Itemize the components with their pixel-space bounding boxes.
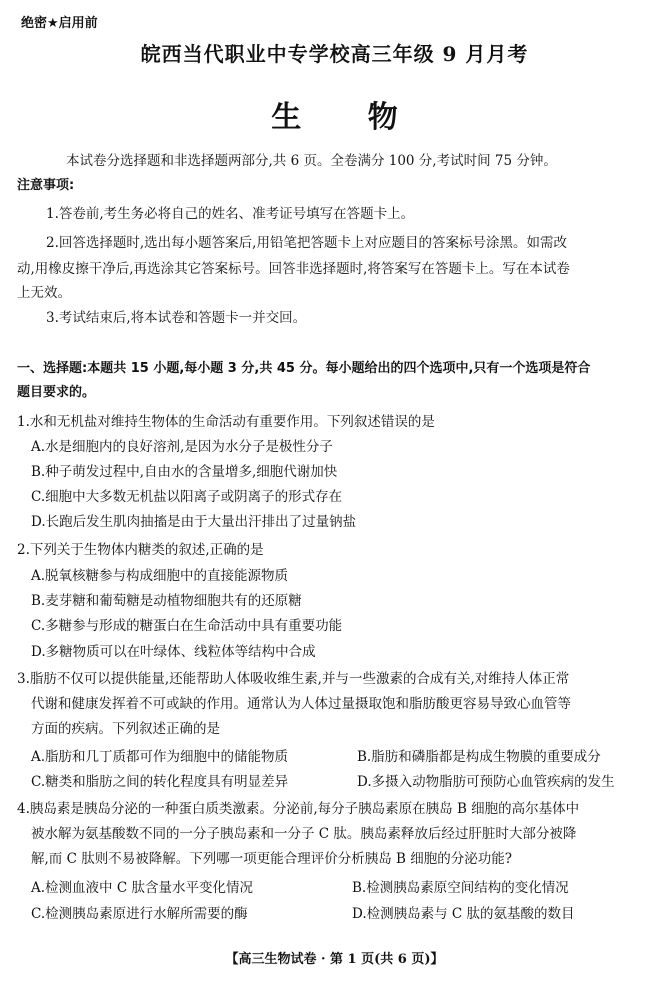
notice-item: 动,用橡皮擦干净后,再选涂其它答案标号。回答非选择题时,将答案写在答题卡上。写在本试卷 xyxy=(17,261,570,277)
question-option: A.脂肪和几丁质都可作为细胞中的储能物质 xyxy=(31,749,289,765)
question-option: A.水是细胞内的良好溶剂,是因为水分子是极性分子 xyxy=(31,439,333,455)
question-option: A.检测血液中 C 肽含量水平变化情况 xyxy=(31,880,253,896)
question-option: B.脂肪和磷脂都是构成生物膜的重要成分 xyxy=(357,749,601,765)
intro-text: 本试卷分选择题和非选择题两部分,共 6 页。全卷满分 100 分,考试时间 75 分钟。 xyxy=(66,153,557,169)
question-option: D.多糖物质可以在叶绿体、线粒体等结构中合成 xyxy=(31,644,316,660)
notice-heading: 注意事项: xyxy=(17,178,75,193)
page-footer: 【高三生物试卷 · 第 1 页(共 6 页)】 xyxy=(225,952,444,967)
notice-item: 3.考试结束后,将本试卷和答题卡一并交回。 xyxy=(46,310,307,326)
notice-item: 2.回答选择题时,选出每小题答案后,用铅笔把答题卡上对应题目的答案标号涂黑。如需改 xyxy=(46,235,567,251)
question-option: D.检测胰岛素与 C 肽的氨基酸的数目 xyxy=(352,906,575,922)
exam-title: 皖西当代职业中专学校高三年级 9 月月考 xyxy=(140,42,529,66)
question-stem-cont: 代谢和健康发挥着不可或缺的作用。通常认为人体过量摄取饱和脂肪酸更容易导致心血管等 xyxy=(31,696,571,712)
notice-item: 1.答卷前,考生务必将自己的姓名、准考证号填写在答题卡上。 xyxy=(46,206,415,222)
section-heading-cont: 题目要求的。 xyxy=(17,385,96,400)
question-stem-cont: 解,而 C 肽则不易被降解。下列哪一项更能合理评价分析胰岛 B 细胞的分泌功能? xyxy=(31,851,512,867)
question-option: C.检测胰岛素原进行水解所需要的酶 xyxy=(31,906,248,922)
question-stem-cont: 被水解为氨基酸数不同的一分子胰岛素和一分子 C 肽。胰岛素释放后经过肝脏时大部分被降 xyxy=(31,826,577,842)
question-stem: 1.水和无机盐对维持生物体的生命活动有重要作用。下列叙述错误的是 xyxy=(17,414,435,430)
question-stem: 4.胰岛素是胰岛分泌的一种蛋白质类激素。分泌前,每分子胰岛素原在胰岛 B 细胞的高尔基体中 xyxy=(17,801,580,817)
question-option: C.糖类和脂肪之间的转化程度具有明显差异 xyxy=(31,774,289,790)
question-stem: 3.脂肪不仅可以提供能量,还能帮助人体吸收维生素,并与一些激素的合成有关,对维持人体正常 xyxy=(17,671,570,687)
question-option: C.细胞中大多数无机盐以阳离子或阴离子的形式存在 xyxy=(31,489,343,505)
subject-title: 生 物 xyxy=(271,100,426,135)
question-option: A.脱氧核糖参与构成细胞中的直接能源物质 xyxy=(31,568,289,584)
top-secret-tag: 绝密★启用前 xyxy=(21,16,98,31)
question-stem-cont: 方面的疾病。下列叙述正确的是 xyxy=(31,721,220,737)
question-option: B.麦芽糖和葡萄糖是动植物细胞共有的还原糖 xyxy=(31,593,302,609)
question-stem: 2.下列关于生物体内糖类的叙述,正确的是 xyxy=(17,542,264,558)
question-option: C.多糖参与形成的糖蛋白在生命活动中具有重要功能 xyxy=(31,618,343,634)
notice-item: 上无效。 xyxy=(17,285,71,301)
question-option: B.种子萌发过程中,自由水的含量增多,细胞代谢加快 xyxy=(31,464,338,480)
question-option: D.长跑后发生肌肉抽搐是由于大量出汗排出了过量钠盐 xyxy=(31,514,357,530)
question-option: B.检测胰岛素原空间结构的变化情况 xyxy=(352,880,569,896)
section-heading: 一、选择题:本题共 15 小题,每小题 3 分,共 45 分。每小题给出的四个选项中,只有一个选项是符合 xyxy=(17,361,591,376)
question-option: D.多摄入动物脂肪可预防心血管疾病的发生 xyxy=(357,774,615,790)
